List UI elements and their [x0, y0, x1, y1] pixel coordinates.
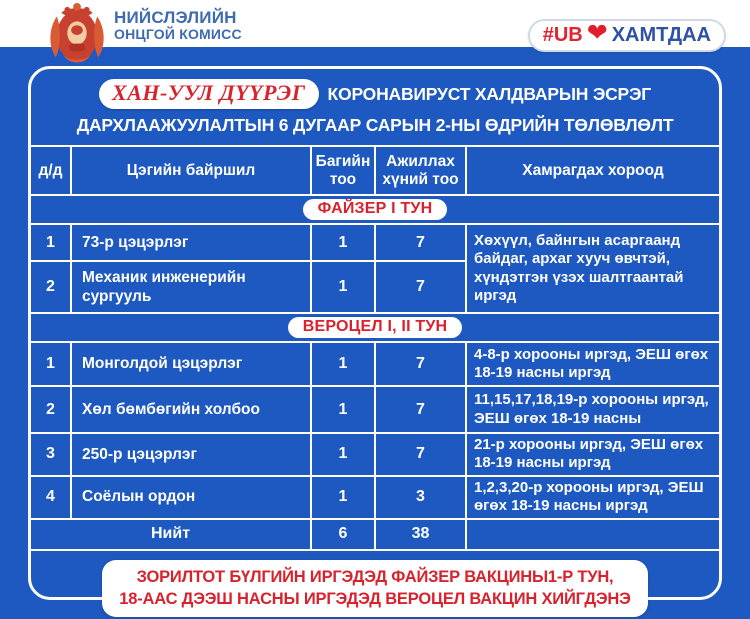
cell-no: 4 [31, 476, 71, 519]
cell-no: 2 [31, 261, 71, 313]
vaccination-schedule-table [31, 145, 719, 551]
column-header-teams: Багийн тоо [311, 146, 375, 195]
cell-teams: 1 [311, 224, 375, 261]
cell-location: Соёлын ордон [71, 476, 311, 519]
heart-icon: ❤ [586, 19, 608, 47]
section-row-pfizer [31, 195, 719, 224]
cell-workers: 7 [375, 386, 466, 433]
table-row [31, 386, 719, 433]
table-row [31, 224, 719, 261]
cell-location: 250-р цэцэрлэг [71, 433, 311, 476]
footer-notice-line1: ЗОРИЛТОТ БҮЛГИЙН ИРГЭДЭД ФАЙЗЕР ВАКЦИНЫ1-Р ТУН, [136, 567, 614, 586]
title-block [31, 69, 719, 136]
cell-workers: 7 [375, 342, 466, 386]
section-title-pfizer: ФАЙЗЕР I ТУН [303, 199, 448, 220]
cell-teams: 1 [311, 386, 375, 433]
poster-body [28, 66, 722, 608]
column-header-no: д/д [31, 146, 71, 195]
cell-khoroo: 4-8-р хорооны иргэд, ЭЕШ өгөх 18-19 насны иргэд [466, 342, 719, 386]
org-name-line2: ОНЦГОЙ КОМИСС [114, 26, 242, 43]
cell-khoroo: 1,2,3,20-р хорооны иргэд, ЭЕШ өгөх 18-19 насны иргэд [466, 476, 719, 519]
cell-location: Монголдой цэцэрлэг [71, 342, 311, 386]
city-emblem-logo [46, 1, 108, 65]
footer-notice-line2: 18-ААС ДЭЭШ НАСНЫ ИРГЭДЭД ВЕРОЦЕЛ ВАКЦИН ХИЙГДЭНЭ [119, 589, 631, 608]
organization-name [114, 9, 242, 42]
table-row [31, 342, 719, 386]
table-row [31, 476, 719, 519]
hashtag-badge [528, 19, 726, 52]
section-row-verocell [31, 313, 719, 342]
total-empty-cell [466, 519, 719, 550]
cell-khoroo: 11,15,17,18,19-р хорооны иргэд, ЭЕШ өгөх 18-19 насны [466, 386, 719, 433]
title-line1 [31, 79, 719, 109]
section-title-verocell: ВЕРОЦЕЛ I, II ТУН [288, 317, 463, 338]
org-name-line1: НИЙСЛЭЛИЙН [114, 8, 237, 27]
district-badge: ХАН-УУЛ ДҮҮРЭГ [99, 79, 319, 109]
column-header-khoroos: Хамрагдах хороод [466, 146, 719, 195]
cell-location: Механик инженерийн сургууль [71, 261, 311, 313]
cell-no: 1 [31, 224, 71, 261]
total-teams: 6 [311, 519, 375, 550]
table-header-row [31, 146, 719, 195]
column-header-workers: Ажиллах хүний тоо [375, 146, 466, 195]
cell-location: 73-р цэцэрлэг [71, 224, 311, 261]
cell-workers: 7 [375, 433, 466, 476]
cell-no: 2 [31, 386, 71, 433]
column-header-location: Цэгийн байршил [71, 146, 311, 195]
cell-workers: 3 [375, 476, 466, 519]
table-row [31, 433, 719, 476]
total-label: Нийт [31, 519, 311, 550]
cell-workers: 7 [375, 261, 466, 313]
cell-no: 3 [31, 433, 71, 476]
total-workers: 38 [375, 519, 466, 550]
hashtag-prefix: #UB [542, 23, 583, 46]
cell-workers: 7 [375, 224, 466, 261]
hashtag-suffix: ХАМТДАА [611, 23, 711, 46]
total-row [31, 519, 719, 550]
cell-teams: 1 [311, 261, 375, 313]
cell-khoroo: 21-р хорооны иргэд, ЭЕШ өгөх 18-19 насны иргэд [466, 433, 719, 476]
footer-notice [102, 560, 647, 618]
cell-no: 1 [31, 342, 71, 386]
cell-location: Хөл бөмбөгийн холбоо [71, 386, 311, 433]
page-title-part1: КОРОНАВИРУСТ ХАЛДВАРЫН ЭСРЭГ [327, 83, 651, 104]
cell-teams: 1 [311, 476, 375, 519]
page-title-part2: ДАРХЛААЖУУЛАЛТЫН 6 ДУГААР САРЫН 2-НЫ ӨДРИЙН ТӨЛӨВЛӨЛТ [76, 115, 674, 135]
cell-teams: 1 [311, 433, 375, 476]
cell-khoroo-merged: Хөхүүл, байнгын асаргаанд байдаг, архаг хууч өвчтэй, хүндэтгэн үзэх шалтгаантай иргэд [466, 224, 719, 313]
cell-teams: 1 [311, 342, 375, 386]
